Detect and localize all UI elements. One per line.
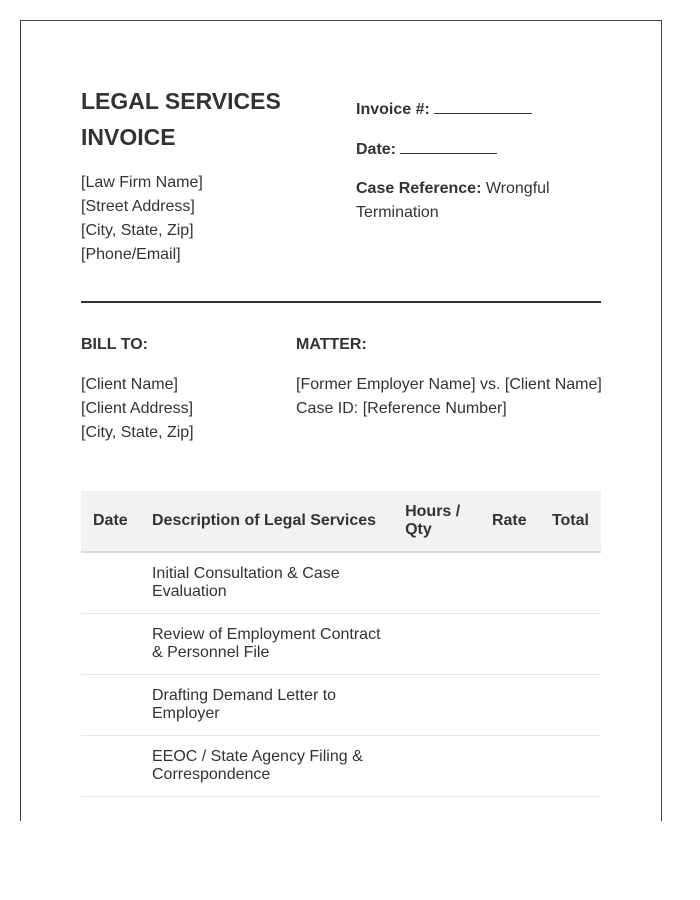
row-description: Initial Consultation & Case Evaluation — [140, 552, 393, 614]
invoice-number-label: Invoice #: — [356, 101, 430, 118]
client-name: [Client Name] — [81, 376, 178, 393]
row-rate — [480, 614, 540, 675]
row-total — [540, 614, 601, 675]
row-hours — [393, 614, 480, 675]
row-description: Review of Employment Contract & Personnel File — [140, 614, 393, 675]
column-header-total: Total — [540, 491, 601, 552]
row-hours — [393, 552, 480, 614]
services-table — [81, 491, 601, 797]
case-reference-value: Wrongful Termination — [356, 180, 550, 221]
row-date — [81, 675, 140, 736]
law-firm-block — [81, 171, 203, 267]
client-address: [Client Address] — [81, 400, 194, 417]
column-header-date: Date — [81, 491, 140, 552]
header-divider — [81, 301, 601, 303]
invoice-title: LEGAL SERVICES INVOICE — [81, 88, 281, 150]
row-hours — [393, 736, 480, 797]
bill-to-heading: BILL TO: — [81, 336, 148, 353]
case-reference — [356, 177, 596, 225]
firm-name: [Law Firm Name] — [81, 174, 203, 191]
column-header-rate: Rate — [480, 491, 540, 552]
table-row — [81, 552, 601, 614]
matter-case-id: Case ID: [Reference Number] — [296, 400, 507, 417]
column-header-hours: Hours / Qty — [393, 491, 480, 552]
firm-street-address: [Street Address] — [81, 198, 195, 215]
date-row — [356, 137, 497, 159]
matter-heading: MATTER: — [296, 336, 367, 353]
matter-block — [296, 373, 602, 421]
case-reference-label: Case Reference: — [356, 180, 482, 197]
firm-city-state-zip: [City, State, Zip] — [81, 222, 194, 239]
row-date — [81, 736, 140, 797]
invoice-number-blank — [434, 97, 532, 114]
bill-to-block — [81, 373, 194, 445]
date-blank — [400, 137, 497, 154]
client-city-state-zip: [City, State, Zip] — [81, 424, 194, 441]
table-row — [81, 675, 601, 736]
row-date — [81, 614, 140, 675]
row-date — [81, 552, 140, 614]
row-description: EEOC / State Agency Filing & Correspondence — [140, 736, 393, 797]
row-description: Drafting Demand Letter to Employer — [140, 675, 393, 736]
matter-parties: [Former Employer Name] vs. [Client Name] — [296, 376, 602, 393]
row-total — [540, 552, 601, 614]
table-header-row — [81, 491, 601, 552]
invoice-number-row — [356, 97, 532, 119]
row-rate — [480, 736, 540, 797]
row-rate — [480, 552, 540, 614]
table-row — [81, 614, 601, 675]
date-label: Date: — [356, 141, 397, 158]
row-rate — [480, 675, 540, 736]
row-total — [540, 675, 601, 736]
column-header-description: Description of Legal Services — [140, 491, 393, 552]
invoice-page — [20, 20, 662, 821]
table-row — [81, 736, 601, 797]
row-hours — [393, 675, 480, 736]
row-total — [540, 736, 601, 797]
firm-phone-email: [Phone/Email] — [81, 246, 181, 263]
